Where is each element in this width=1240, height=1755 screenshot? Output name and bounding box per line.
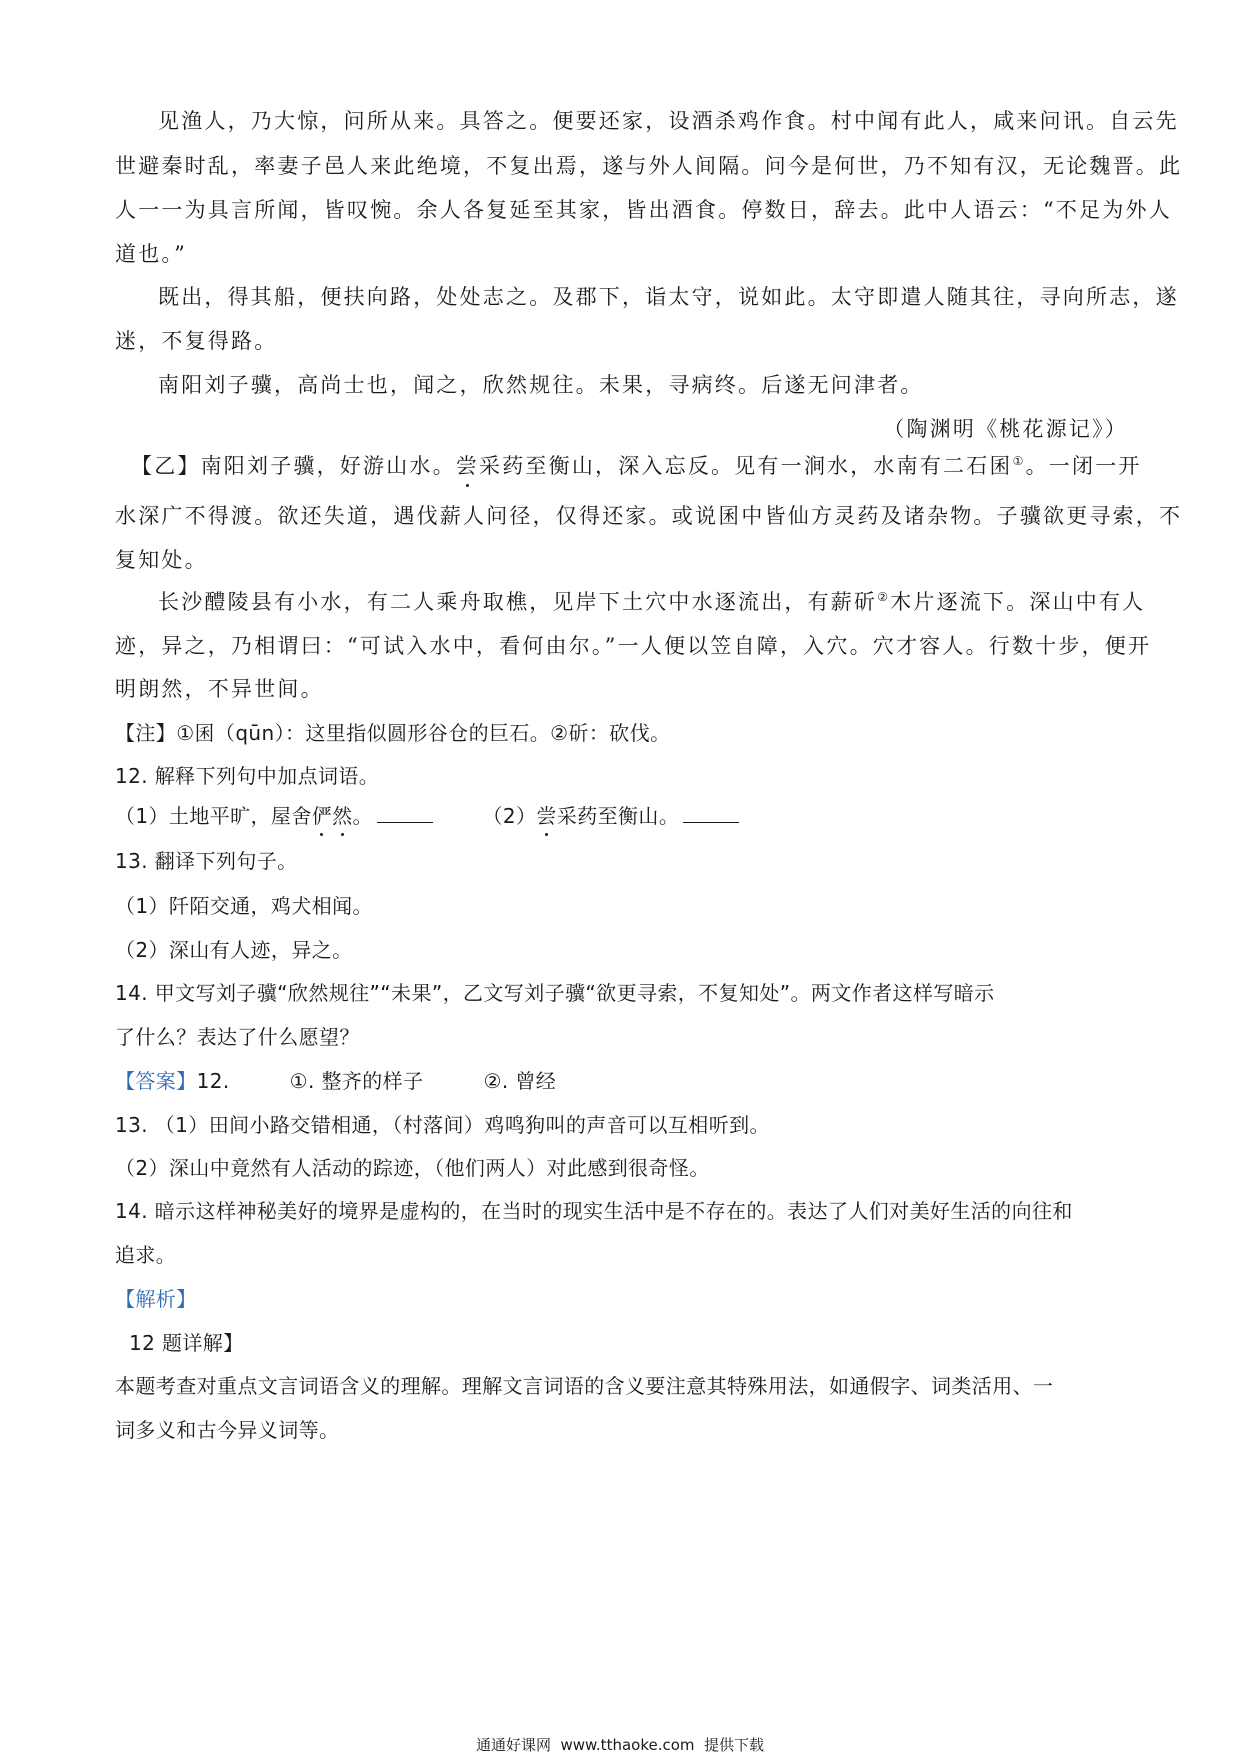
yi-p2-line2: 迹，异之，乃相谓曰：“可试入水中，看何由尔。”一人便以笠自障，入穴。穴才容人。行数十步，便开	[115, 634, 1152, 658]
yi-p1-dotted-word: 尝	[456, 450, 479, 480]
q13-title: 13. 翻译下列句子。	[115, 849, 298, 873]
jia-source: （陶渊明《桃花源记》）	[883, 417, 1128, 441]
q12-title: 12. 解释下列句中加点词语。	[115, 764, 380, 788]
q12-item1-post: 。	[352, 804, 373, 828]
yi-p1-a: 【乙】南阳刘子骥，好游山水。	[131, 454, 456, 478]
q12-item2-post: 采药至衡山。	[556, 804, 680, 828]
q12-item1-answer-blank[interactable]	[377, 804, 433, 823]
yi-p1-line3: 复知处。	[115, 548, 208, 572]
jia-p3: 南阳刘子骥，高尚士也，闻之，欣然规往。未果，寻病终。后遂无问津者。	[158, 373, 924, 397]
q13-item2: （2）深山有人迹，异之。	[115, 938, 353, 962]
answer-q12	[115, 1065, 1130, 1094]
jia-p1-line3: 人一一为具言所闻，皆叹惋。余人各复延至其家，皆出酒食。停数日，辞去。此中人语云：“不足为外人	[115, 198, 1172, 222]
answer-q13-line2: （2）深山中竟然有人活动的踪迹，（他们两人）对此感到很奇怪。	[115, 1156, 710, 1180]
answer-q14-line1: 14. 暗示这样神秘美好的境界是虚构的，在当时的现实生活中是不存在的。表达了人们对美好生活的向往和	[115, 1199, 1073, 1223]
yi-p1-b: 采药至衡山，深入忘反。见有一涧水，水南有二石囷	[479, 454, 1013, 478]
answer-q13-line1: 13. （1）田间小路交错相通，（村落间）鸡鸣狗叫的声音可以互相听到。	[115, 1113, 770, 1137]
answer-q12-num: 12.	[196, 1069, 230, 1093]
yi-p2-line3: 明朗然，不异世间。	[115, 677, 324, 701]
yi-p2-a: 长沙醴陵县有小水，有二人乘舟取樵，见岸下土穴中水逐流出，有薪斫	[158, 590, 878, 614]
q12-items	[115, 800, 1130, 829]
analysis-sub-title: 12 题详解】	[129, 1331, 244, 1355]
answer-tag: 【答案】	[115, 1069, 197, 1093]
jia-p2-line1: 既出，得其船，便扶向路，处处志之。及郡下，诣太守，说如此。太守即遣人随其往，寻向所志，遂	[158, 285, 1179, 309]
q12-item1-pre: （1）土地平旷，屋舍	[115, 804, 312, 828]
yi-footnote-2-mark: ②	[877, 590, 891, 604]
q12-item1-dotted-2: 然	[332, 800, 352, 829]
jia-p1-line1: 见渔人，乃大惊，问所从来。具答之。便要还家，设酒杀鸡作食。村中闻有此人，咸来问讯。自云先	[158, 109, 1179, 133]
q14-line2: 了什么？表达了什么愿望？	[115, 1025, 360, 1049]
q14-line1: 14. 甲文写刘子骥“欣然规往”“未果”，乙文写刘子骥“欲更寻索，不复知处”。两文作者这样写暗示	[115, 981, 995, 1005]
jia-p2-line2: 迷，不复得路。	[115, 329, 278, 353]
analysis-tag: 【解析】	[115, 1287, 197, 1311]
q12-item1-dotted-1: 俨	[312, 800, 332, 829]
yi-p1-c: 。一闭一开	[1025, 454, 1142, 478]
analysis-line2: 词多义和古今异义词等。	[115, 1418, 340, 1442]
jia-p1-line4: 道也。”	[115, 242, 188, 266]
yi-p2-b: 木片逐流下。深山中有人	[890, 590, 1146, 614]
note: 【注】①囷（qūn）：这里指似圆形谷仓的巨石。②斫：砍伐。	[115, 721, 671, 745]
analysis-line1: 本题考查对重点文言词语含义的理解。理解文言词语的含义要注意其特殊用法，如通假字、词类活用、一	[115, 1374, 1054, 1398]
yi-p1-line1	[131, 450, 1142, 480]
answer-q12-a1: ①. 整齐的样子	[289, 1069, 424, 1093]
footer-watermark: 通通好课网 www.tthaoke.com 提供下载	[475, 1736, 765, 1754]
yi-p1-line2: 水深广不得渡。欲还失道，遇伐薪人问径，仅得还家。或说囷中皆仙方灵药及诸杂物。子骥欲更寻索，不	[115, 504, 1183, 528]
yi-p2-line1	[158, 586, 1146, 616]
q12-item2-dotted: 尝	[536, 800, 556, 829]
jia-p1-line2: 世避秦时乱，率妻子邑人来此绝境，不复出焉，遂与外人间隔。问今是何世，乃不知有汉，无论魏晋。此	[115, 154, 1183, 178]
answer-q12-a2: ②. 曾经	[483, 1069, 557, 1093]
q13-item1: （1）阡陌交通，鸡犬相闻。	[115, 894, 373, 918]
q12-item2-answer-blank[interactable]	[683, 804, 739, 823]
answer-q14-line2: 追求。	[115, 1243, 177, 1267]
yi-footnote-1-mark: ①	[1012, 454, 1026, 468]
q12-item2-pre: （2）	[482, 804, 537, 828]
